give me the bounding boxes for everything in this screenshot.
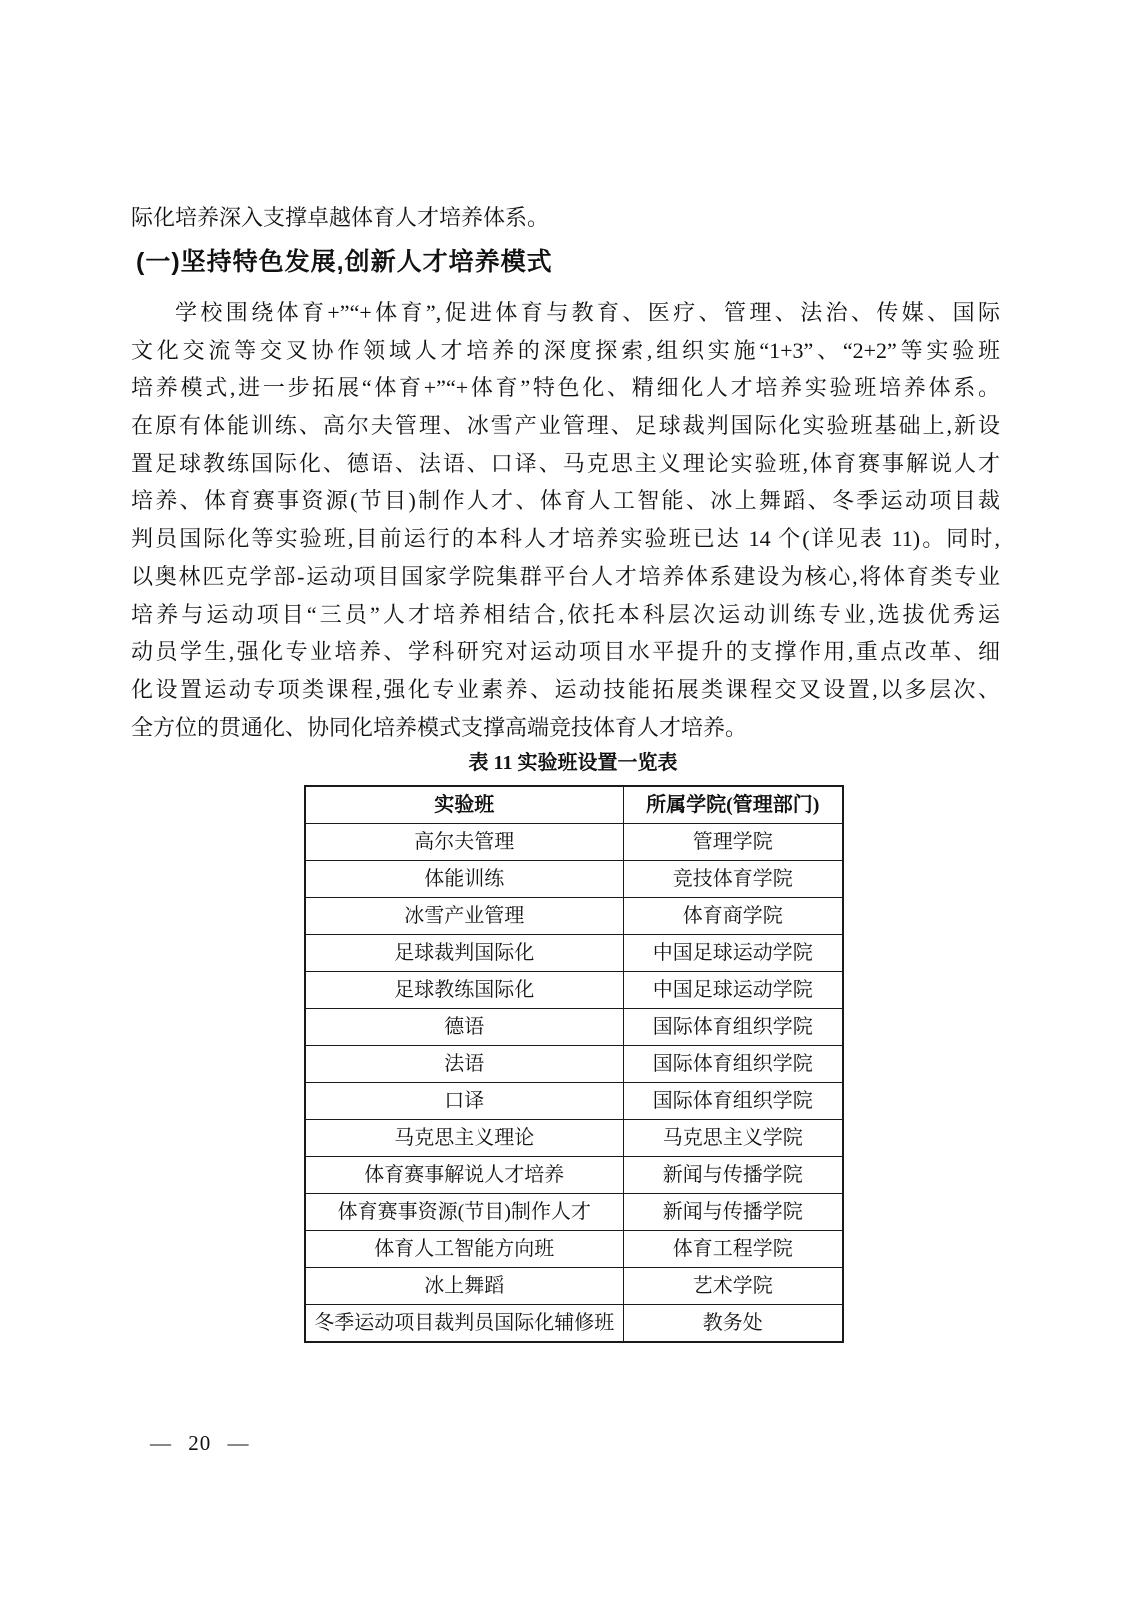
table-row <box>305 1305 843 1343</box>
table-cell-class: 冰雪产业管理 <box>305 898 623 935</box>
table-cell-college: 国际体育组织学院 <box>623 1046 843 1083</box>
table-cell-college: 新闻与传播学院 <box>623 1194 843 1231</box>
table-header-college: 所属学院(管理部门) <box>623 786 843 824</box>
table-cell-class: 体育赛事解说人才培养 <box>305 1157 623 1194</box>
table-cell-college: 中国足球运动学院 <box>623 972 843 1009</box>
table-cell-college: 艺术学院 <box>623 1268 843 1305</box>
table-cell-college: 中国足球运动学院 <box>623 935 843 972</box>
paragraph-line: 化设置运动专项类课程,强化专业素养、运动技能拓展类课程交叉设置,以多层次、 <box>131 676 1000 702</box>
table-row <box>305 861 843 898</box>
table-row <box>305 824 843 861</box>
table-cell-class: 体能训练 <box>305 861 623 898</box>
table-row <box>305 935 843 972</box>
paragraph-line: 在原有体能训练、高尔夫管理、冰雪产业管理、足球裁判国际化实验班基础上,新设 <box>131 413 1000 439</box>
table-cell-class: 足球教练国际化 <box>305 972 623 1009</box>
body-paragraph <box>131 294 1000 746</box>
table-caption: 表 11 实验班设置一览表 <box>468 752 678 774</box>
table-row <box>305 972 843 1009</box>
table-cell-college: 体育工程学院 <box>623 1231 843 1268</box>
table-cell-class: 冰上舞蹈 <box>305 1268 623 1305</box>
table-cell-class: 口译 <box>305 1083 623 1120</box>
table-row <box>305 898 843 935</box>
table-cell-class: 冬季运动项目裁判员国际化辅修班 <box>305 1305 623 1343</box>
paragraph-line: 全方位的贯通化、协同化培养模式支撑高端竞技体育人才培养。 <box>131 714 748 740</box>
table-cell-college: 国际体育组织学院 <box>623 1083 843 1120</box>
table-cell-class: 体育赛事资源(节目)制作人才 <box>305 1194 623 1231</box>
table-row <box>305 1268 843 1305</box>
table-row <box>305 1157 843 1194</box>
page-number: — 20 — <box>150 1431 250 1455</box>
table-cell-class: 马克思主义理论 <box>305 1120 623 1157</box>
paragraph-line: 培养与运动项目“三员”人才培养相结合,依托本科层次运动训练专业,选拔优秀运 <box>131 601 1000 627</box>
section-heading: (一)坚持特色发展,创新人才培养模式 <box>136 248 553 276</box>
table-cell-class: 足球裁判国际化 <box>305 935 623 972</box>
table-row <box>305 1231 843 1268</box>
paragraph-line: 学校围绕体育+”“+体育”,促进体育与教育、医疗、管理、法治、传媒、国际 <box>175 300 1000 325</box>
table-cell-college: 马克思主义学院 <box>623 1120 843 1157</box>
paragraph-line: 培养模式,进一步拓展“体育+”“+体育”特色化、精细化人才培养实验班培养体系。 <box>131 375 1000 401</box>
table-cell-college: 教务处 <box>623 1305 843 1343</box>
table-cell-college: 体育商学院 <box>623 898 843 935</box>
table-cell-class: 高尔夫管理 <box>305 824 623 861</box>
table-cell-college: 管理学院 <box>623 824 843 861</box>
paragraph-line: 置足球教练国际化、德语、法语、口译、马克思主义理论实验班,体育赛事解说人才 <box>131 450 1000 476</box>
experimental-class-table <box>304 785 844 1343</box>
paragraph-line: 培养、体育赛事资源(节目)制作人才、体育人工智能、冰上舞蹈、冬季运动项目裁 <box>131 488 1000 514</box>
table-header-class: 实验班 <box>305 786 623 824</box>
continuation-text: 际化培养深入支撑卓越体育人才培养体系。 <box>131 205 550 230</box>
table-row <box>305 1009 843 1046</box>
table-cell-college: 竞技体育学院 <box>623 861 843 898</box>
table-cell-college: 新闻与传播学院 <box>623 1157 843 1194</box>
table-cell-class: 法语 <box>305 1046 623 1083</box>
table-cell-class: 德语 <box>305 1009 623 1046</box>
table-row <box>305 1083 843 1120</box>
table-row <box>305 1120 843 1157</box>
paragraph-line: 动员学生,强化专业培养、学科研究对运动项目水平提升的支撑作用,重点改革、细 <box>131 639 1000 665</box>
table-row <box>305 1046 843 1083</box>
paragraph-line: 以奥林匹克学部-运动项目国家学院集群平台人才培养体系建设为核心,将体育类专业 <box>131 563 1000 589</box>
table-cell-class: 体育人工智能方向班 <box>305 1231 623 1268</box>
table-header-row <box>305 786 843 824</box>
paragraph-line: 文化交流等交叉协作领域人才培养的深度探索,组织实施“1+3”、“2+2”等实验班 <box>131 337 1000 363</box>
table-row <box>305 1194 843 1231</box>
paragraph-line: 判员国际化等实验班,目前运行的本科人才培养实验班已达 14 个(详见表 11)。同时, <box>131 526 1000 552</box>
table-cell-college: 国际体育组织学院 <box>623 1009 843 1046</box>
